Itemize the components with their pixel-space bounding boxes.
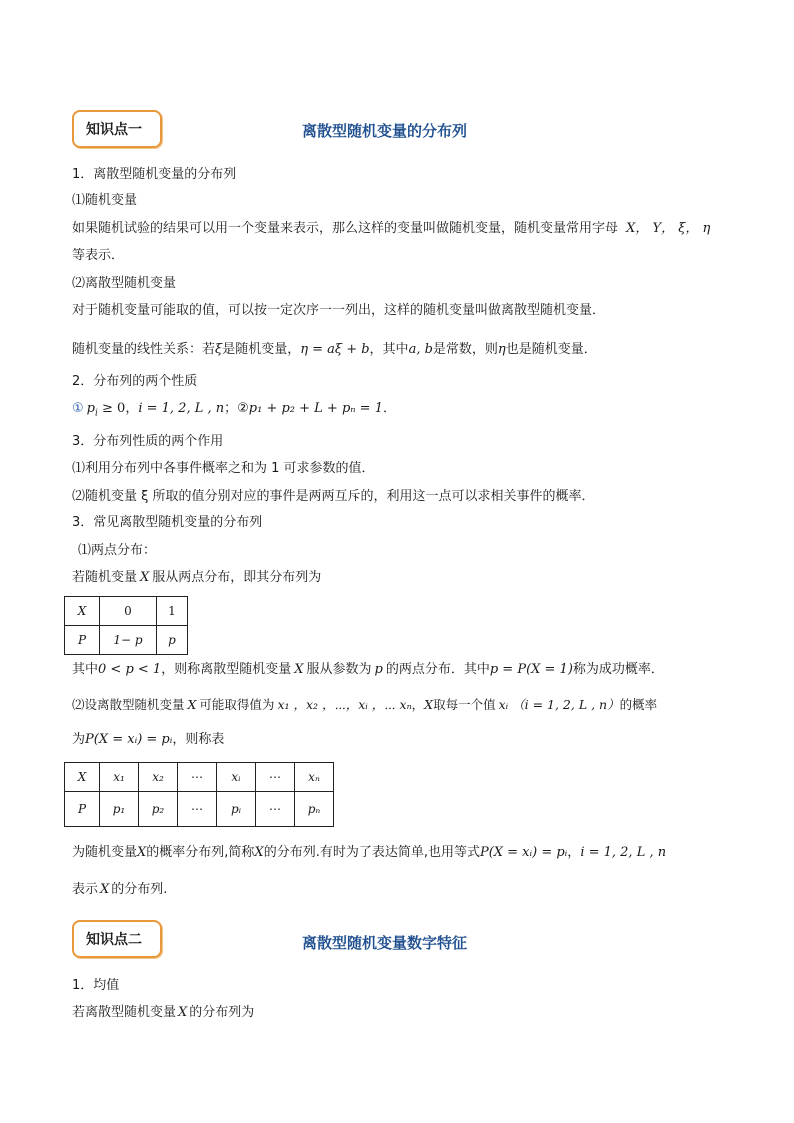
paragraph-two-point: 若随机变量 X 服从两点分布，即其分布列为 xyxy=(72,570,322,585)
two-point-table xyxy=(64,596,188,655)
subheading-common-distributions: 3．常见离散型随机变量的分布列 xyxy=(72,515,263,530)
table-row: P p₁ p₂ ⋯ pᵢ ⋯ pₙ xyxy=(65,792,334,827)
formula-linear: η = aξ + b xyxy=(300,342,370,357)
paragraph-linear-relation: 随机变量的线性关系：若ξ是随机变量，η = aξ + b，其中a, b是常数，则η也是随机变量． xyxy=(72,342,597,357)
subheading-two-uses: 3．分布列性质的两个作用 xyxy=(72,434,224,449)
paragraph-use-1: ⑴利用分布列中各事件概率之和为 1 可求参数的值． xyxy=(72,461,375,476)
subheading-distribution: 1．离散型随机变量的分布列 xyxy=(72,167,237,182)
paragraph-general-discrete: ⑵设离散型随机变量 X 可能取得值为 x₁ ，x₂ ，⋯，xᵢ ，⋯ xₙ，X取每一个值 xᵢ （i = 1, 2, L , n）的概率 xyxy=(72,697,658,712)
paragraph-discrete-definition: 对于随机变量可能取的值，可以按一定次序一一列出，这样的随机变量叫做离散型随机变量． xyxy=(72,303,606,318)
paragraph-distribution-definition-end: 表示 X 的分布列. xyxy=(72,882,168,897)
paragraph-distribution-definition: 为随机变量X的概率分布列,简称X的分布列.有时为了表达简单,也用等式P(X = xᵢ) = pᵢ，i = 1, 2, L , n xyxy=(72,845,667,860)
general-distribution-table xyxy=(64,762,334,827)
paragraph-mean-intro: 若离散型随机变量 X 的分布列为 xyxy=(72,1005,255,1020)
table-row: X x₁ x₂ ⋯ xᵢ ⋯ xₙ xyxy=(65,763,334,792)
paragraph-success-probability: 其中0 < p < 1，则称离散型随机变量 X 服从参数为 p 的两点分布．其中p = P(X = 1)称为成功概率． xyxy=(72,662,664,677)
subheading-two-properties: 2．分布列的两个性质 xyxy=(72,374,198,389)
properties-formula: ① $p_i \ge 0$，i = 1, 2, L , n；②p₁ + p₂ + L + pₙ = 1． xyxy=(72,401,396,419)
section-heading-1: 离散型随机变量的分布列 xyxy=(302,122,468,140)
section-tag-1: 知识点一 xyxy=(72,110,162,148)
subheading-mean: 1．均值 xyxy=(72,978,120,993)
table-row: P 1− p p xyxy=(65,626,188,655)
paragraph-probability-table-intro: 为P(X = xᵢ) = pᵢ，则称表 xyxy=(72,732,225,747)
subheading-random-variable: ⑴随机变量 xyxy=(72,193,138,208)
table-row: X 0 1 xyxy=(65,597,188,626)
section-heading-2: 离散型随机变量数字特征 xyxy=(302,934,468,952)
subheading-discrete-variable: ⑵离散型随机变量 xyxy=(72,276,177,291)
paragraph-continuation: 等表示． xyxy=(72,248,125,263)
subheading-two-point: ⑴两点分布： xyxy=(78,543,157,558)
paragraph-use-2: ⑵随机变量 ξ 所取的值分别对应的事件是两两互斥的，利用这一点可以求相关事件的概率． xyxy=(72,489,595,504)
variable-letters: X， Y， ξ， η xyxy=(626,221,711,236)
section-tag-2: 知识点二 xyxy=(72,920,162,958)
paragraph-random-variable: 如果随机试验的结果可以用一个变量来表示，那么这样的变量叫做随机变量，随机变量常用字母 X， Y， ξ， η xyxy=(72,221,711,236)
